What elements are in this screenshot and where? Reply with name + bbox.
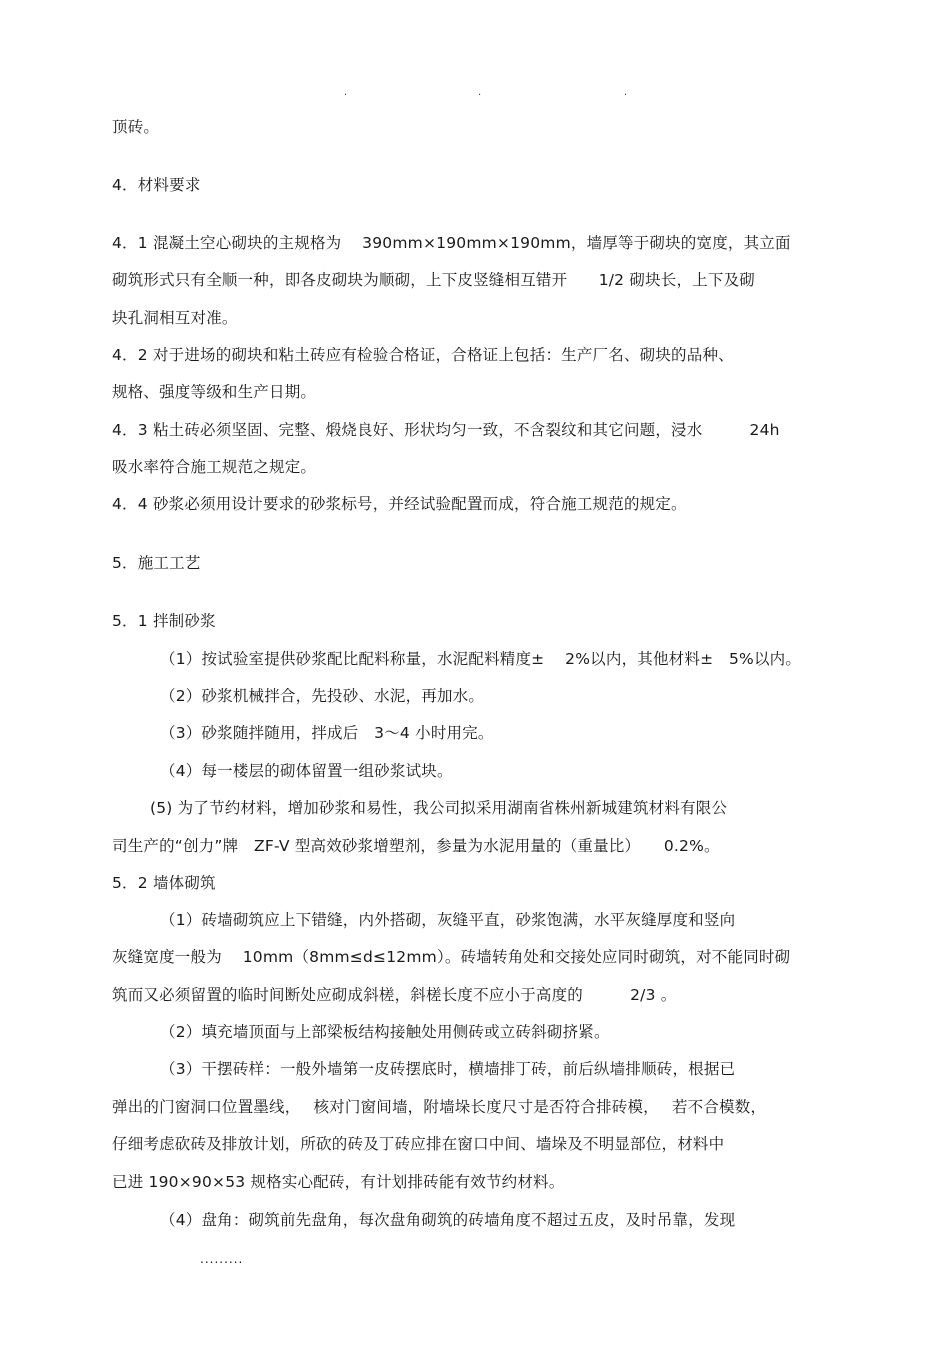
list-item: (5) 为了节约材料，增加砂浆和易性，我公司拟采用湖南省株州新城建筑材料有限公	[150, 799, 728, 817]
text-line: 仔细考虑砍砖及排放计划，所砍的砖及丁砖应排在窗口中间、墙垛及不明显部位，材料中	[112, 1135, 725, 1153]
text-line: 块孔洞相互对准。	[112, 309, 238, 327]
list-item: （2）填充墙顶面与上部梁板结构接触处用侧砖或立砖斜砌挤紧。	[160, 1023, 610, 1041]
header-dot: .	[344, 87, 348, 98]
text-line: 顶砖。	[112, 118, 160, 136]
list-item: （2）砂浆机械拌合，先投砂、水泥，再加水。	[160, 687, 485, 705]
text-line: 灰缝宽度一般为 10mm（8mm≤d≤12mm）。砖墙转角处和交接处应同时砌筑，对不能同时砌	[112, 948, 791, 966]
subsection-heading: 5．2 墙体砌筑	[112, 874, 216, 892]
text-line: 规格、强度等级和生产日期。	[112, 383, 317, 401]
header-dot: .	[478, 87, 482, 98]
footer-ellipsis: .........	[200, 1252, 244, 1266]
text-line: 筑而又必须留置的临时间断处应砌成斜槎，斜槎长度不应小于高度的 2/3 。	[112, 986, 677, 1004]
section-heading: 5．施工工艺	[112, 554, 201, 572]
list-item: （1）砖墙砌筑应上下错缝，内外搭砌，灰缝平直，砂浆饱满，水平灰缝厚度和竖向	[160, 911, 736, 929]
text-line: 4．4 砂浆必须用设计要求的砂浆标号，并经试验配置而成，符合施工规范的规定。	[112, 495, 687, 513]
header-dot: .	[624, 87, 628, 98]
text-line: 弹出的门窗洞口位置墨线， 核对门窗间墙，附墙垛长度尺寸是否符合排砖模， 若不合模数，	[112, 1098, 767, 1116]
list-item: （4）盘角：砌筑前先盘角，每次盘角砌筑的砖墙角度不超过五皮，及时吊靠，发现	[160, 1211, 736, 1229]
text-line: 吸水率符合施工规范之规定。	[112, 458, 317, 476]
text-line: 4．2 对于进场的砌块和粘土砖应有检验合格证，合格证上包括：生产厂名、砌块的品种、	[112, 346, 734, 364]
text-line: 司生产的“创力”牌 ZF-V 型高效砂浆增塑剂，参量为水泥用量的（重量比） 0.2%。	[112, 837, 720, 855]
text-line: 4．1 混凝土空心砌块的主规格为 390mm×190mm×190mm，墙厚等于砌块的宽度，其立面	[112, 234, 791, 252]
subsection-heading: 5．1 拌制砂浆	[112, 612, 216, 630]
list-item: （1）按试验室提供砂浆配比配料称量，水泥配料精度± 2%以内，其他材料± 5%以内。	[160, 650, 802, 668]
list-item: （3）干摆砖样：一般外墙第一皮砖摆底时，横墙排丁砖，前后纵墙排顺砖，根据已	[160, 1060, 736, 1078]
list-item: （3）砂浆随拌随用，拌成后 3～4 小时用完。	[160, 724, 494, 742]
text-line: 已进 190×90×53 规格实心配砖，有计划排砖能有效节约材料。	[112, 1173, 565, 1191]
section-heading: 4．材料要求	[112, 176, 201, 194]
text-line: 砌筑形式只有全顺一种，即各皮砌块为顺砌，上下皮竖缝相互错开 1/2 砌块长，上下及砌	[112, 271, 755, 289]
text-line: 4．3 粘土砖必须坚固、完整、煅烧良好、形状均匀一致，不含裂纹和其它问题，浸水 24h	[112, 421, 780, 439]
list-item: （4）每一楼层的砌体留置一组砂浆试块。	[160, 762, 453, 780]
